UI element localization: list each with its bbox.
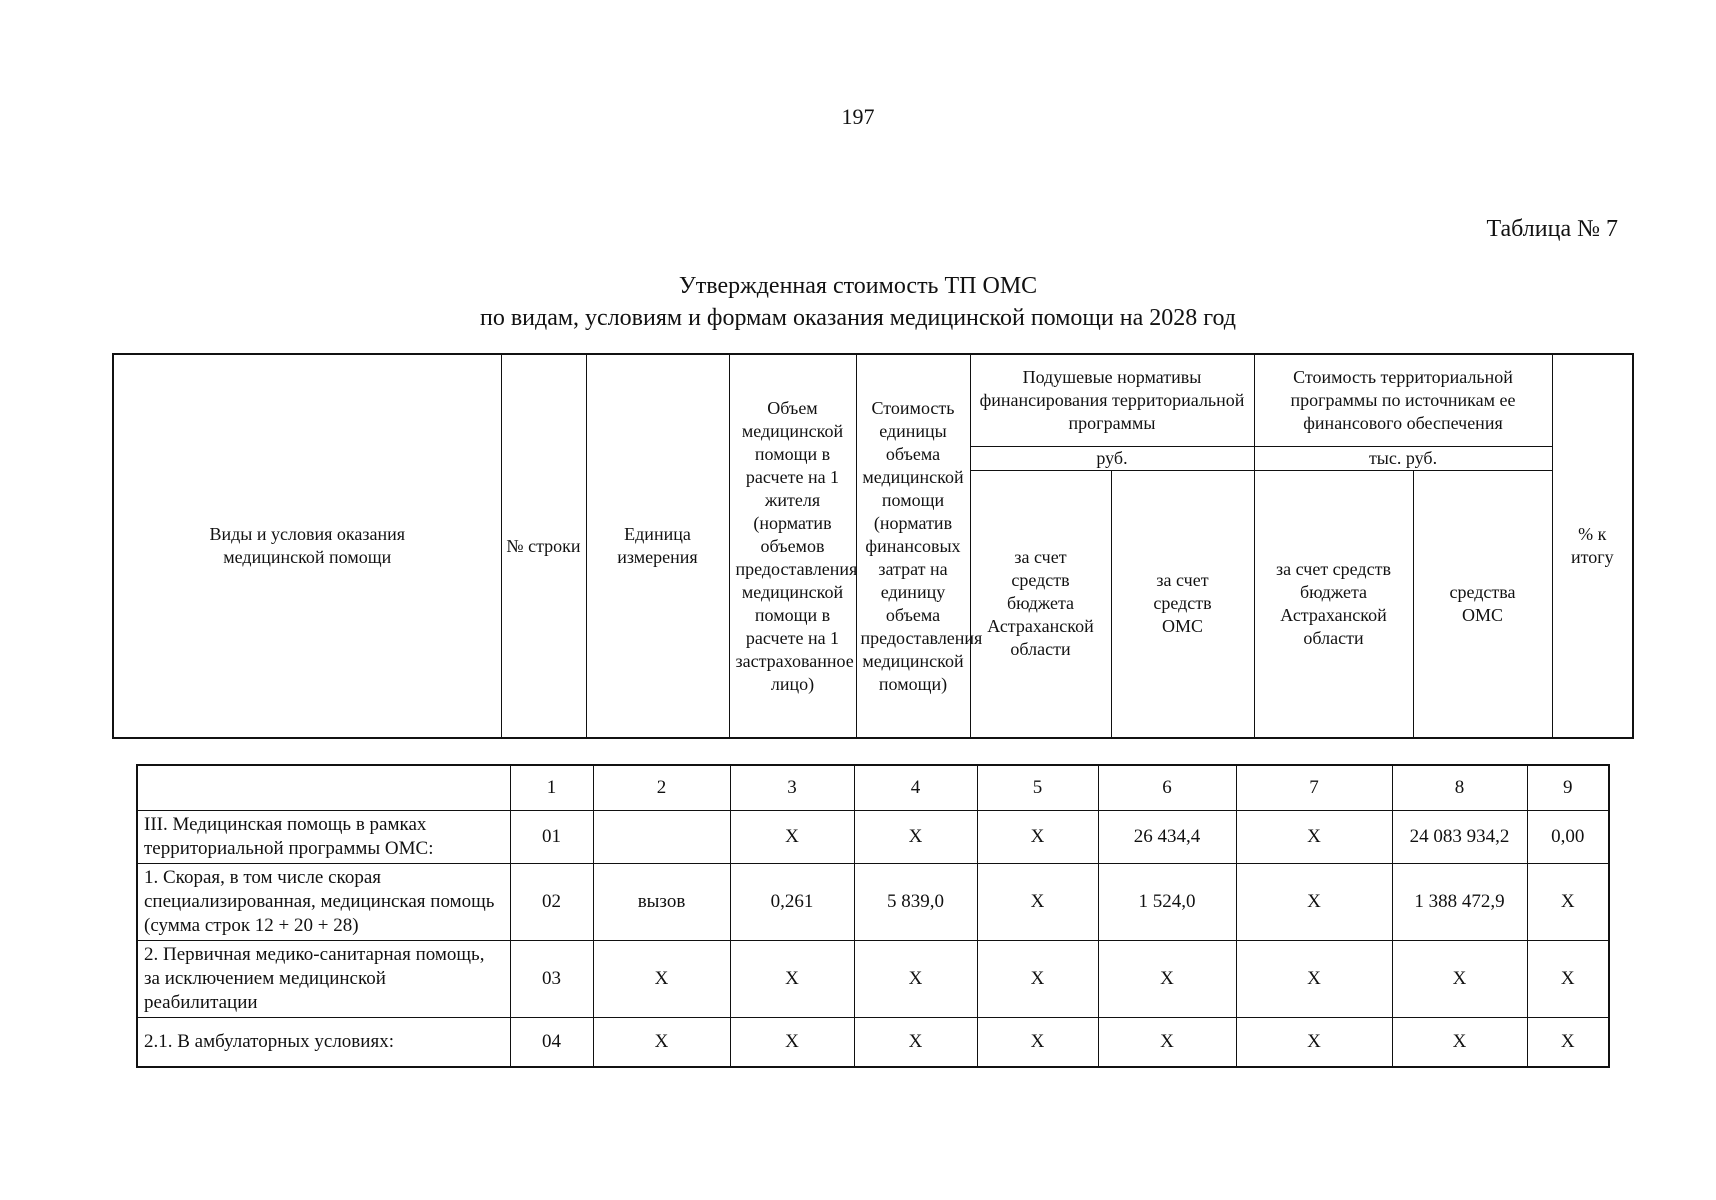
header-row-no: № строки <box>501 354 586 738</box>
header-unit: Единица измерения <box>586 354 729 738</box>
row-name: 1. Скорая, в том числе скорая специализированная, медицинская помощь (сумма строк 12 + 20 + 28) <box>137 864 510 941</box>
document-title <box>0 270 1716 334</box>
table-row <box>137 864 1609 941</box>
table-cell: Х <box>854 1018 977 1068</box>
table-cell: 26 434,4 <box>1098 811 1236 864</box>
page-number: 197 <box>841 104 875 129</box>
column-number: 3 <box>730 765 854 811</box>
table-cell: Х <box>1527 1018 1609 1068</box>
table-cell: Х <box>730 941 854 1018</box>
table-cell: Х <box>977 811 1098 864</box>
table-cell: Х <box>1527 864 1609 941</box>
header-cost-program-group: Стоимость территориальной программы по источникам ее финансового обеспечения <box>1254 354 1552 446</box>
table-cell: Х <box>1236 941 1392 1018</box>
header-table <box>112 353 1634 739</box>
table-cell: Х <box>854 941 977 1018</box>
row-name: 2. Первичная медико-санитарная помощь, за исключением медицинской реабилитации <box>137 941 510 1018</box>
column-number: 4 <box>854 765 977 811</box>
column-number: 2 <box>593 765 730 811</box>
table-cell: Х <box>854 811 977 864</box>
table-cell: Х <box>1236 811 1392 864</box>
table-cell: 03 <box>510 941 593 1018</box>
title-line-2: по видам, условиям и формам оказания медицинской помощи на 2028 год <box>479 305 1236 331</box>
row-name: 2.1. В амбулаторных условиях: <box>137 1018 510 1068</box>
header-oms-thousand: средства ОМС <box>1413 470 1552 738</box>
column-number: 5 <box>977 765 1098 811</box>
table-cell: 1 388 472,9 <box>1392 864 1527 941</box>
table-cell: 0,00 <box>1527 811 1609 864</box>
table-cell: Х <box>593 1018 730 1068</box>
header-volume: Объем медицинской помощи в расчете на 1 жителя (норматив объемов предоставления медицинской помощи в расчете на 1 застрахованное лицо) <box>729 354 856 738</box>
column-number: 8 <box>1392 765 1527 811</box>
table-cell: Х <box>1527 941 1609 1018</box>
table-label: Таблица № 7 <box>1486 216 1618 242</box>
column-number: 9 <box>1527 765 1609 811</box>
table-cell: вызов <box>593 864 730 941</box>
header-unit-rub: руб. <box>970 446 1254 470</box>
header-unit-thousand-rub: тыс. руб. <box>1254 446 1552 470</box>
table-cell: 02 <box>510 864 593 941</box>
table-cell: 04 <box>510 1018 593 1068</box>
table-cell: Х <box>730 811 854 864</box>
table-cell: 01 <box>510 811 593 864</box>
header-budget-thousand: за счет средств бюджета Астраханской области <box>1254 470 1413 738</box>
table-cell: Х <box>593 941 730 1018</box>
table-cell: Х <box>1236 1018 1392 1068</box>
table-cell: Х <box>1236 864 1392 941</box>
table-cell: Х <box>1098 1018 1236 1068</box>
table-cell: Х <box>977 941 1098 1018</box>
body-table <box>136 764 1610 1068</box>
table-cell: Х <box>1392 1018 1527 1068</box>
header-kinds: Виды и условия оказания медицинской помощи <box>113 354 501 738</box>
header-budget-rub: за счет средств бюджета Астраханской области <box>970 470 1111 738</box>
title-line-1: Утвержденная стоимость ТП ОМС <box>678 273 1038 299</box>
table-row <box>137 1018 1609 1068</box>
table-cell: Х <box>977 1018 1098 1068</box>
table-cell: 5 839,0 <box>854 864 977 941</box>
table-cell <box>593 811 730 864</box>
header-cost-unit: Стоимость единицы объема медицинской помощи (норматив финансовых затрат на единицу объема предоставления медицинской помощи) <box>856 354 970 738</box>
table-cell: Х <box>977 864 1098 941</box>
table-cell: 0,261 <box>730 864 854 941</box>
table-row <box>137 811 1609 864</box>
header-per-capita-group: Подушевые нормативы финансирования территориальной программы <box>970 354 1254 446</box>
header-oms-rub: за счет средств ОМС <box>1111 470 1254 738</box>
column-numbers-row <box>137 765 1609 811</box>
column-number <box>137 765 510 811</box>
row-name: III. Медицинская помощь в рамках территориальной программы ОМС: <box>137 811 510 864</box>
table-cell: Х <box>1392 941 1527 1018</box>
column-number: 7 <box>1236 765 1392 811</box>
column-number: 6 <box>1098 765 1236 811</box>
table-cell: Х <box>730 1018 854 1068</box>
column-number: 1 <box>510 765 593 811</box>
table-cell: Х <box>1098 941 1236 1018</box>
header-percent: % к итогу <box>1552 354 1633 738</box>
table-cell: 24 083 934,2 <box>1392 811 1527 864</box>
table-cell: 1 524,0 <box>1098 864 1236 941</box>
table-row <box>137 941 1609 1018</box>
